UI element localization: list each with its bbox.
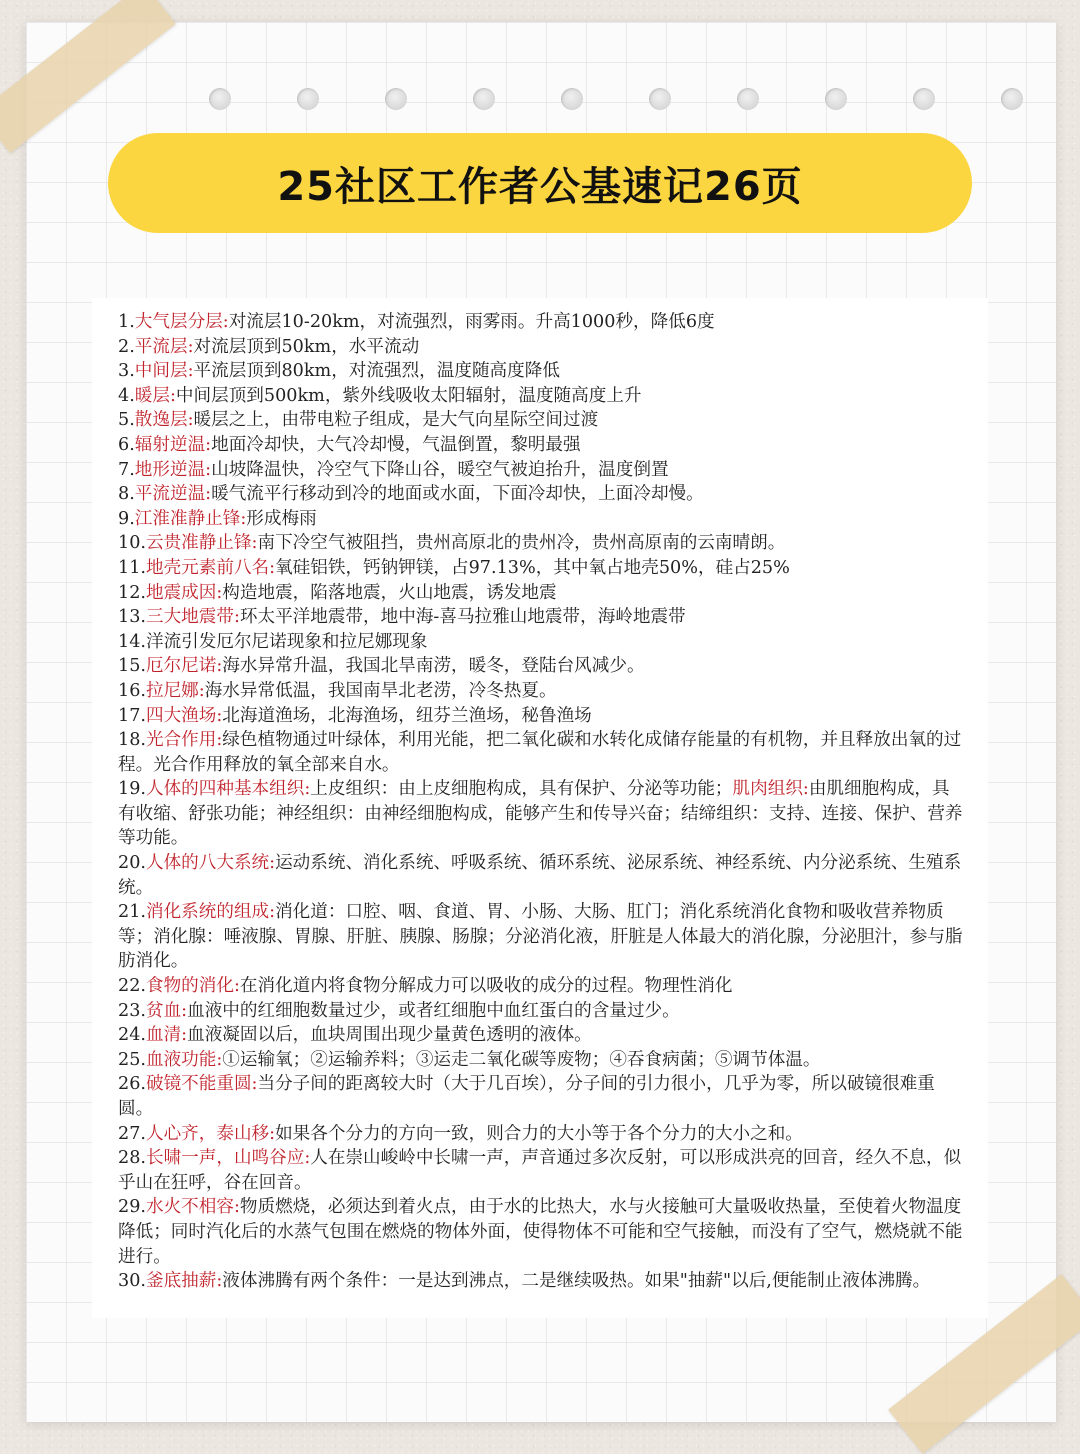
binder-hole (825, 88, 847, 110)
entry-text: 构造地震，陷落地震，火山地震，诱发地震 (222, 582, 557, 603)
note-entry (118, 630, 964, 655)
entry-term: 中间层: (134, 361, 194, 382)
entry-term: 水火不相容: (145, 1197, 240, 1218)
entry-text: 当分子间的距离较大时（大于几百埃），分子间的引力很小，几乎为零，所以破镜很难重圆。 (118, 1074, 935, 1119)
notes-card (92, 298, 988, 1318)
entry-text: 地面冷却快，大气冷却慢，气温倒置，黎明最强 (211, 434, 581, 455)
entry-term: 人心齐，泰山移: (145, 1123, 276, 1144)
entry-number: 23. (118, 1000, 146, 1021)
note-entry (118, 777, 964, 851)
note-entry (118, 408, 964, 433)
entry-text: 海水异常低温，我国南旱北老涝，冷冬热夏。 (204, 680, 557, 701)
entry-number: 11. (118, 557, 146, 578)
binder-hole (1001, 88, 1023, 110)
note-entry (118, 1195, 964, 1269)
binder-hole (737, 88, 759, 110)
title-banner (108, 133, 972, 233)
binder-hole (297, 88, 319, 110)
entry-term: 平流逆温: (134, 484, 212, 505)
entry-text: 人在崇山峻岭中长啸一声，声音通过多次反射，可以形成洪亮的回音，经久不息，似乎山在狂呼，谷在回音。 (118, 1148, 962, 1193)
entry-term: 辐射逆温: (134, 434, 212, 455)
entry-number: 4. (118, 385, 135, 406)
entry-term: 地壳元素前八名: (145, 557, 276, 578)
entry-number: 24. (118, 1025, 146, 1046)
note-entry (118, 458, 964, 483)
entry-term: 地震成因: (145, 582, 223, 603)
note-entry (118, 507, 964, 532)
entry-term: 消化系统的组成: (145, 902, 276, 923)
entry-text: 消化道：口腔、咽、食道、胃、小肠、大肠、肛门；消化系统消化食物和吸收营养物质等；消化腺：唾液腺、胃腺、肝脏、胰腺、肠腺；分泌消化液，肝脏是人体最大的消化腺，分泌胆汁，参与脂肪消化。 (118, 902, 963, 972)
entry-number: 19. (118, 779, 146, 800)
note-entry (118, 1269, 964, 1294)
entry-number: 28. (118, 1148, 146, 1169)
entry-term: 人体的四种基本组织: (145, 779, 311, 800)
note-entry (118, 900, 964, 974)
entry-term: 四大渔场: (145, 705, 223, 726)
entry-text: 暖气流平行移动到冷的地面或水面，下面冷却快，上面冷却慢。 (211, 484, 704, 505)
page-title: 25社区工作者公基速记26页 (277, 163, 803, 210)
entry-term: 血液功能: (145, 1049, 223, 1070)
entry-number: 30. (118, 1271, 146, 1292)
entry-term: 拉尼娜: (145, 680, 205, 701)
entry-number: 14. (118, 631, 146, 652)
entry-number: 2. (118, 336, 135, 357)
entry-number: 7. (118, 459, 135, 480)
entry-text: 绿色植物通过叶绿体，利用光能，把二氧化碳和水转化成储存能量的有机物，并且释放出氧的过程。光合作用释放的氧全部来自水。 (118, 730, 962, 775)
entry-text: 物质燃烧，必须达到着火点，由于水的比热大，水与火接触可大量吸收热量，至使着火物温度降低；同时汽化后的水蒸气包围在燃烧的物体外面，使得物体不可能和空气接触，而没有了空气，燃烧就不能进行。 (118, 1197, 963, 1267)
entry-term: 破镜不能重圆: (145, 1074, 258, 1095)
entry-number: 20. (118, 853, 146, 874)
note-entry (118, 433, 964, 458)
entry-number: 3. (118, 361, 135, 382)
entry-text: 上皮组织：由上皮细胞构成，具有保护、分泌等功能； (310, 779, 733, 800)
note-entry (118, 704, 964, 729)
binder-hole (473, 88, 495, 110)
entry-term: 光合作用: (145, 730, 223, 751)
entry-term: 人体的八大系统: (145, 853, 276, 874)
note-entry (118, 728, 964, 777)
entry-term: 散逸层: (134, 410, 194, 431)
note-entry (118, 1146, 964, 1195)
entry-term: 长啸一声，山鸣谷应: (145, 1148, 311, 1169)
entry-number: 8. (118, 484, 135, 505)
entry-term: 厄尔尼诺: (145, 656, 223, 677)
entry-term: 三大地震带: (145, 607, 240, 628)
entry-text: 环太平洋地震带，地中海-喜马拉雅山地震带，海岭地震带 (239, 607, 686, 628)
entry-text: 氧硅铝铁，钙钠钾镁，占97.13%，其中氧占地壳50%，硅占25% (275, 557, 790, 578)
note-entry (118, 384, 964, 409)
note-entry (118, 654, 964, 679)
entry-term: 地形逆温: (134, 459, 212, 480)
note-entry (118, 605, 964, 630)
entry-term: 肌肉组织: (732, 779, 809, 800)
entry-text: 对流层顶到50km，水平流动 (193, 336, 420, 357)
note-entry (118, 974, 964, 999)
note-entry (118, 482, 964, 507)
entry-term: 暖层: (134, 385, 176, 406)
note-entry (118, 581, 964, 606)
entry-text: 在消化道内将食物分解成力可以吸收的成分的过程。物理性消化 (239, 976, 733, 997)
entry-number: 15. (118, 656, 146, 677)
entry-number: 13. (118, 607, 146, 628)
entry-number: 29. (118, 1197, 146, 1218)
note-entry (118, 310, 964, 335)
entry-number: 1. (118, 312, 135, 332)
entry-text: 运动系统、消化系统、呼吸系统、循环系统、泌尿系统、神经系统、内分泌系统、生殖系统。 (118, 853, 962, 898)
entry-text: 如果各个分力的方向一致，则合力的大小等于各个分力的大小之和。 (275, 1123, 803, 1144)
entry-number: 17. (118, 705, 146, 726)
entry-text: 液体沸腾有两个条件：一是达到沸点，二是继续吸热。如果"抽薪"以后,便能制止液体沸腾。 (222, 1271, 931, 1292)
entry-number: 25. (118, 1049, 146, 1070)
entry-term: 釜底抽薪: (145, 1271, 223, 1292)
note-entry (118, 335, 964, 360)
entry-text: 由肌细胞构成，具有收缩、舒张功能；神经组织：由神经细胞构成，能够产生和传导兴奋；结缔组织：支持、连接、保护、营养等功能。 (118, 779, 963, 849)
entry-text: 对流层10-20km，对流强烈，雨雾雨。升高1000秒，降低6度 (228, 312, 715, 332)
entry-term: 食物的消化: (145, 976, 240, 997)
entry-number: 6. (118, 434, 135, 455)
note-entry (118, 679, 964, 704)
entry-number: 18. (118, 730, 146, 751)
entry-term: 大气层分层: (134, 312, 229, 332)
entry-text: 山坡降温快，冷空气下降山谷，暖空气被迫抬升，温度倒置 (211, 459, 669, 480)
entry-number: 16. (118, 680, 146, 701)
entry-text: 洋流引发厄尔尼诺现象和拉尼娜现象 (145, 631, 428, 652)
entry-text: 中间层顶到500km，紫外线吸收太阳辐射，温度随高度上升 (175, 385, 642, 406)
note-entry (118, 1122, 964, 1147)
entry-term: 江淮准静止锋: (134, 508, 247, 529)
entry-number: 21. (118, 902, 146, 923)
entry-number: 26. (118, 1074, 146, 1095)
entry-text: 暖层之上，由带电粒子组成，是大气向星际空间过渡 (193, 410, 599, 431)
binder-hole (649, 88, 671, 110)
entry-number: 22. (118, 976, 146, 997)
entry-text: 平流层顶到80km，对流强烈，温度随高度降低 (193, 361, 560, 382)
note-entry (118, 531, 964, 556)
note-entry (118, 851, 964, 900)
note-entry (118, 556, 964, 581)
entry-text: 南下冷空气被阻挡，贵州高原北的贵州冷，贵州高原南的云南晴朗。 (257, 533, 786, 554)
entry-term: 贫血: (145, 1000, 188, 1021)
binder-hole (561, 88, 583, 110)
entry-number: 12. (118, 582, 146, 603)
entry-text: 血液中的红细胞数量过少，或者红细胞中血红蛋白的含量过少。 (187, 1000, 680, 1021)
binder-hole (385, 88, 407, 110)
note-entry (118, 1072, 964, 1121)
note-entry (118, 1048, 964, 1073)
entry-number: 27. (118, 1123, 146, 1144)
entry-text: 形成梅雨 (246, 508, 317, 529)
binder-hole (209, 88, 231, 110)
entry-text: ①运输氧；②运输养料；③运走二氧化碳等废物；④吞食病菌；⑤调节体温。 (222, 1049, 821, 1070)
entry-text: 北海道渔场，北海渔场，纽芬兰渔场，秘鲁渔场 (222, 705, 592, 726)
note-entry (118, 999, 964, 1024)
entry-text: 海水异常升温，我国北旱南涝，暖冬，登陆台风减少。 (222, 656, 645, 677)
entry-number: 10. (118, 533, 146, 554)
entry-number: 5. (118, 410, 135, 431)
entry-term: 平流层: (134, 336, 194, 357)
entry-term: 血清: (145, 1025, 188, 1046)
entry-term: 云贵准静止锋: (145, 533, 258, 554)
binder-hole (913, 88, 935, 110)
entry-text: 血液凝固以后，血块周围出现少量黄色透明的液体。 (187, 1025, 592, 1046)
note-entry (118, 359, 964, 384)
binder-holes (209, 88, 1039, 112)
note-entry (118, 1023, 964, 1048)
entry-number: 9. (118, 508, 135, 529)
